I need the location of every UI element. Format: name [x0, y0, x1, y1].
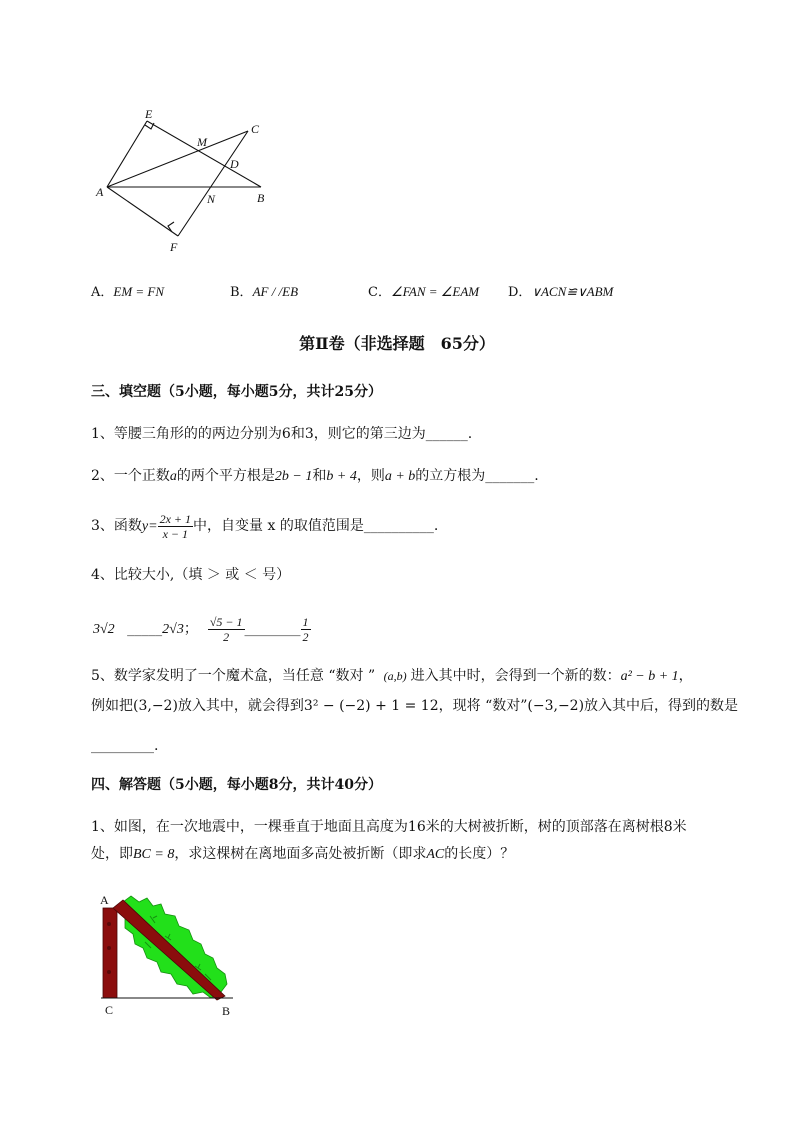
- solve-q1-expr: BC = 8: [133, 847, 175, 862]
- section3-heading: 三、填空题（5小题，每小题5分，共计25分）: [91, 384, 382, 400]
- fill-question-5-line1: [91, 667, 693, 686]
- q3-numerator: 2x + 1: [159, 511, 192, 526]
- option-b-prefix: B．: [230, 285, 253, 300]
- label-M: M: [197, 135, 207, 149]
- option-d-prefix: D．: [508, 285, 532, 300]
- q4-blank-1: _____: [127, 621, 163, 637]
- part2-title: 第Ⅱ卷（非选择题 65分）: [299, 334, 495, 353]
- fill-question-5-line2: [91, 697, 738, 715]
- option-d-expr: ∨ACN≌∨ABM: [531, 284, 614, 299]
- section4-heading: 四、解答题（5小题，每小题8分，共计40分）: [91, 777, 382, 793]
- q5-formula: a² − b + 1: [620, 669, 679, 684]
- q3-text-b: 中，自变量 x 的取值范围是__________.: [193, 518, 439, 534]
- broken-tree-figure: [95, 888, 245, 1023]
- label-B: B: [257, 191, 265, 205]
- solve-q1-text-b: ，求这棵树在离地面多高处被折断（即求: [174, 846, 427, 862]
- solve-q1-text-c: 的长度）？: [444, 846, 515, 862]
- q2-expr-3: a + b: [384, 469, 416, 484]
- option-c-prefix: C．: [368, 285, 391, 300]
- label-tree-A: A: [100, 893, 109, 907]
- fill-question-3: [91, 509, 438, 544]
- option-a[interactable]: [91, 283, 164, 302]
- q4-numerator-2: 1: [302, 614, 309, 629]
- q5-text-2c: ，现将 “数对”: [438, 698, 528, 714]
- label-C: C: [251, 122, 260, 136]
- q5-text-2b: 放入其中，就会得到: [177, 698, 304, 714]
- option-a-prefix: A．: [91, 285, 114, 300]
- q5-text-1c: ，: [678, 668, 693, 684]
- fill-question-5-line3: _________.: [91, 738, 159, 754]
- fill-question-4-title: 4、比较大小,（填 ＞ 或 ＜ 号）: [91, 567, 291, 583]
- option-a-expr: EM = FN: [113, 284, 165, 299]
- q4-separator: ；: [183, 621, 198, 637]
- q2-expr-2: b + 4: [326, 469, 357, 484]
- option-c-expr: ∠FAN = ∠EAM: [390, 284, 480, 299]
- q5-pair-3: (−3,−2): [527, 698, 585, 714]
- label-A: A: [96, 185, 104, 199]
- q3-text-a: 3、函数: [91, 518, 142, 534]
- q3-denominator: x − 1: [162, 526, 189, 541]
- option-d[interactable]: [508, 283, 613, 302]
- q5-calc: 3² − (−2) + 1 = 12: [303, 698, 439, 714]
- label-E: E: [145, 107, 153, 121]
- q2-expr-1: 2b − 1: [274, 469, 313, 484]
- q2-text-c: 和: [312, 468, 327, 484]
- q4-denominator-1: 2: [223, 629, 230, 644]
- label-tree-B: B: [222, 1004, 231, 1018]
- label-F: F: [170, 240, 178, 254]
- q2-text-b: 的两个平方根是: [176, 468, 275, 484]
- segment-AE: [107, 121, 147, 187]
- q5-text-2a: 例如把: [91, 698, 133, 714]
- q4-fraction-2: [301, 615, 311, 644]
- q4-denominator-2: 2: [302, 629, 309, 644]
- q5-text-1a: 5、数学家发明了一个魔术盒，当任意 “数对 ”: [91, 668, 376, 684]
- q4-numerator-1: √5 − 1: [209, 614, 243, 629]
- segment-AF: [107, 187, 178, 236]
- q4-fraction-1: [208, 615, 245, 644]
- fill-question-2: [91, 467, 539, 486]
- q5-text-1b: 进入其中时，会得到一个新的数：: [410, 668, 621, 684]
- q2-text-a: 2、一个正数: [91, 468, 170, 484]
- q3-fraction: [158, 512, 193, 541]
- solve-q1-var: AC: [426, 847, 445, 862]
- q4-blank-2: ________: [244, 621, 301, 637]
- geometry-figure: [90, 100, 290, 260]
- label-N: N: [207, 192, 216, 206]
- tree-trunk: [103, 908, 117, 998]
- q2-text-e: 的立方根为_______.: [415, 468, 539, 484]
- option-b[interactable]: [230, 283, 298, 302]
- solve-question-1-line2: [91, 845, 514, 864]
- solve-question-1-line1: 1、如图，在一次地震中，一棵垂直于地面且高度为16米的大树被折断，树的顶部落在离树根8米: [91, 819, 687, 835]
- segment-EB: [147, 121, 261, 187]
- solve-q1-text-a: 处，即: [91, 846, 133, 862]
- q5-pair: (a,b): [383, 669, 407, 683]
- segment-FC: [178, 131, 248, 236]
- q4-left-expr: 3√2: [93, 622, 115, 637]
- option-c[interactable]: [368, 283, 479, 302]
- q5-pair-2: (3,−2): [133, 698, 178, 714]
- segment-AC: [107, 131, 248, 187]
- fill-question-1: 1、等腰三角形的的两边分别为6和3，则它的第三边为______.: [91, 426, 473, 442]
- label-tree-C: C: [105, 1003, 114, 1017]
- q3-y: y=: [141, 519, 158, 534]
- fill-question-4-body: [93, 612, 311, 647]
- q4-mid-expr: 2√3: [162, 622, 184, 637]
- q2-var-a: a: [169, 469, 177, 484]
- q2-text-d: ，则: [356, 468, 385, 484]
- right-angle-F: [168, 222, 174, 232]
- label-D: D: [230, 157, 239, 171]
- q5-text-2d: 放入其中后，得到的数是: [584, 698, 739, 714]
- option-b-expr: AF / /EB: [252, 284, 299, 299]
